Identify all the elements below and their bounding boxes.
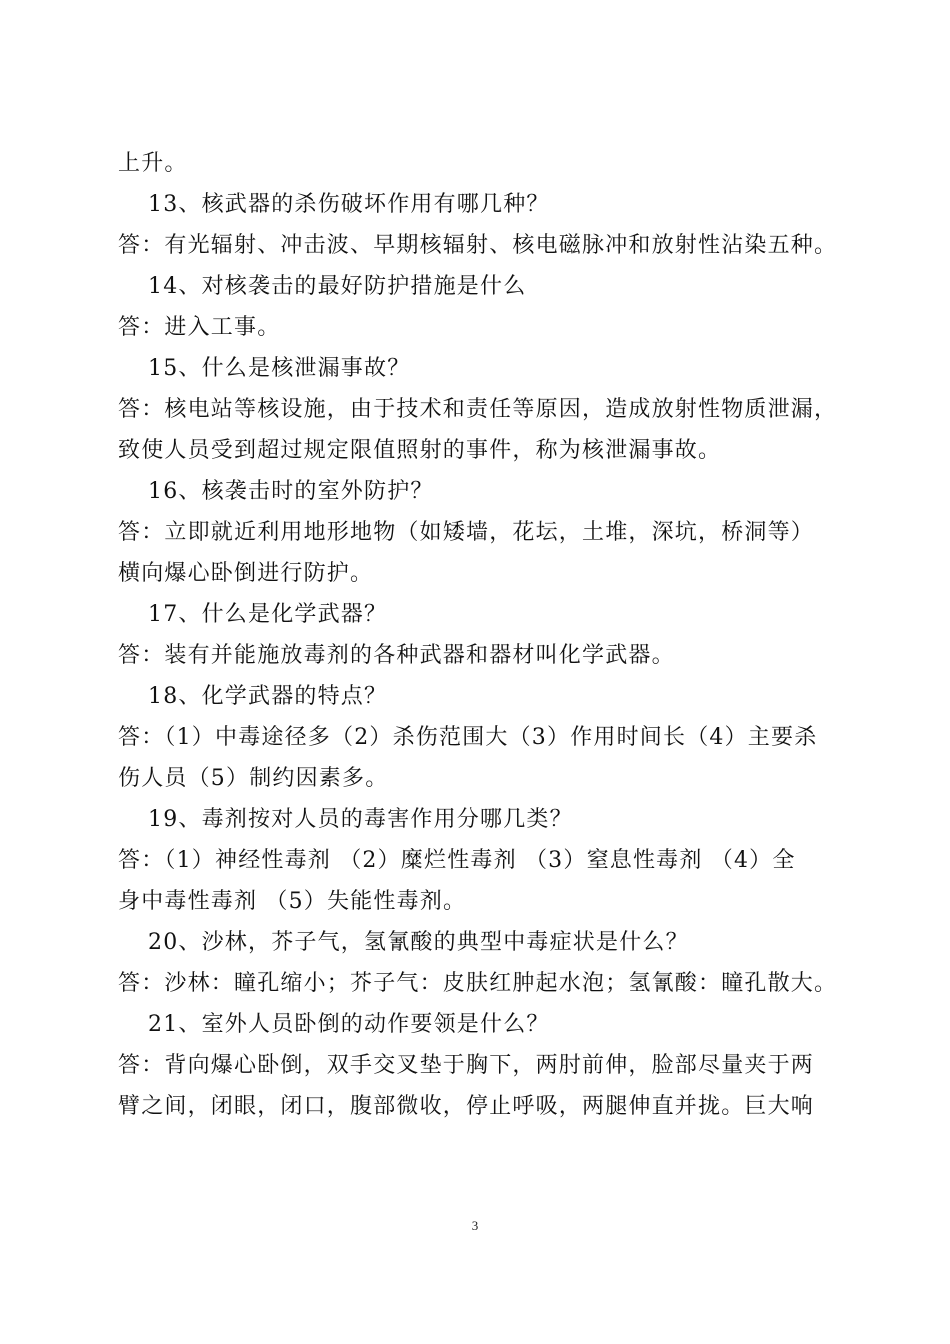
- text-line: 答：背向爆心卧倒，双手交叉垫于胸下，两肘前伸，脸部尽量夹于两: [118, 1053, 815, 1078]
- question-line: 15、什么是核泄漏事故？: [148, 356, 411, 381]
- text-line: 答：有光辐射、冲击波、早期核辐射、核电磁脉冲和放射性沾染五种。: [118, 233, 838, 258]
- question-line: 18、化学武器的特点？: [148, 684, 388, 709]
- question-line: 14、对核袭击的最好防护措施是什么: [148, 274, 527, 299]
- question-line: 19、毒剂按对人员的毒害作用分哪几类？: [148, 807, 573, 832]
- text-line: 身中毒性毒剂 （5）失能性毒剂。: [118, 889, 467, 914]
- text-line: 上升。: [118, 151, 188, 176]
- text-line: 答：进入工事。: [118, 315, 281, 340]
- page-number: 3: [471, 1218, 479, 1233]
- question-line: 21、室外人员卧倒的动作要领是什么？: [148, 1012, 550, 1037]
- document-body: [118, 143, 848, 1127]
- question-line: 20、沙林，芥子气，氢氰酸的典型中毒症状是什么？: [148, 930, 689, 955]
- question-line: 17、什么是化学武器？: [148, 602, 388, 627]
- question-line: 16、核袭击时的室外防护？: [148, 479, 434, 504]
- question-line: 13、核武器的杀伤破坏作用有哪几种？: [148, 192, 550, 217]
- text-line: 答：装有并能施放毒剂的各种武器和器材叫化学武器。: [118, 643, 675, 668]
- text-line: 致使人员受到超过规定限值照射的事件，称为核泄漏事故。: [118, 438, 722, 463]
- text-line: 答：沙林：瞳孔缩小；芥子气：皮肤红肿起水泡；氢氰酸：瞳孔散大。: [118, 971, 838, 996]
- text-line: 答：立即就近利用地形地物（如矮墙，花坛，土堆，深坑，桥洞等）: [118, 520, 815, 545]
- text-line: 伤人员（5）制约因素多。: [118, 766, 389, 791]
- text-line: 横向爆心卧倒进行防护。: [118, 561, 374, 586]
- text-line: 答：（1）中毒途径多（2）杀伤范围大（3）作用时间长（4）主要杀: [118, 725, 818, 750]
- text-line: 答：（1）神经性毒剂 （2）糜烂性毒剂 （3）窒息性毒剂 （4）全: [118, 848, 796, 873]
- text-line: 答：核电站等核设施，由于技术和责任等原因，造成放射性物质泄漏，: [118, 397, 838, 422]
- text-line: 臂之间，闭眼，闭口，腹部微收，停止呼吸，两腿伸直并拢。巨大响: [118, 1094, 815, 1119]
